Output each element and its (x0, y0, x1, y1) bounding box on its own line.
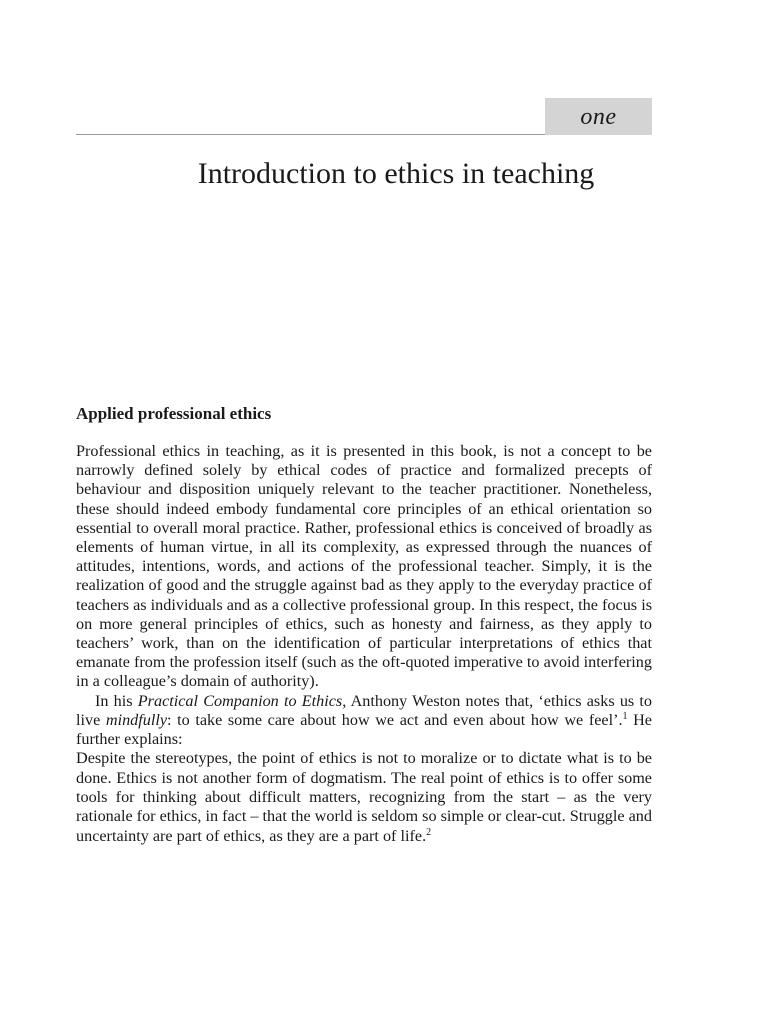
emphasis-mindfully: mindfully (105, 710, 168, 729)
paragraph-1: Professional ethics in teaching, as it is presented in this book, is not a concept to be narrowly defined solely by ethical codes of practice and formalized precepts of behaviour and disposition uniquely relevant to the teacher practitioner. Nonetheless, these should indeed embody fundamental core principles of an ethical orientation so essential to overall moral practice. Rather, professional ethics is conceived of broadly as elements of human virtue, in all its complexity, as expressed through the nuances of attitudes, intentions, words, and actions of the professional teacher. Simply, it is the realization of good and the struggle against bad as they apply to the everyday practice of teachers as individuals and as a collective professional group. In this respect, the focus is on more general principles of ethics, such as honesty and fairness, as they apply to teachers’ work, than on the identification of particular interpretations of ethics that emanate from the profession itself (such as the oft-quoted imperative to avoid interfering in a colleague’s domain of authority). (76, 442, 652, 691)
chapter-number-box (545, 98, 652, 135)
paragraph-2-part-4: He further explains: (76, 710, 652, 749)
chapter-number: one (580, 103, 617, 130)
book-title: Practical Companion to Ethics (137, 691, 343, 710)
block-quote (76, 749, 652, 846)
paragraph-2 (76, 692, 652, 750)
paragraph-2-part-3: : to take some care about how we act and even about how we feel’. (167, 710, 623, 729)
footnote-marker-1: 1 (622, 710, 628, 722)
chapter-header-rule (76, 134, 546, 135)
body-text (76, 442, 652, 846)
section-heading: Applied professional ethics (76, 404, 272, 423)
paragraph-2-part-1: In his (95, 691, 138, 710)
footnote-marker-2: 2 (426, 826, 432, 838)
chapter-title: Introduction to ethics in teaching (197, 157, 595, 190)
paragraph-2-part-2: , Anthony Weston notes that, ‘ethics asks us to live (76, 691, 653, 729)
block-quote-text: Despite the stereotypes, the point of ethics is not to moralize or to dictate what is to be done. Ethics is not another form of dogmatism. The real point of ethics is to offer some tools for thinking about difficult matters, recognizing from the start – as the very rationale for ethics, in fact – that the world is seldom so simple or clear-cut. Struggle and uncertainty are part of ethics, as they are a part of life. (76, 749, 652, 845)
